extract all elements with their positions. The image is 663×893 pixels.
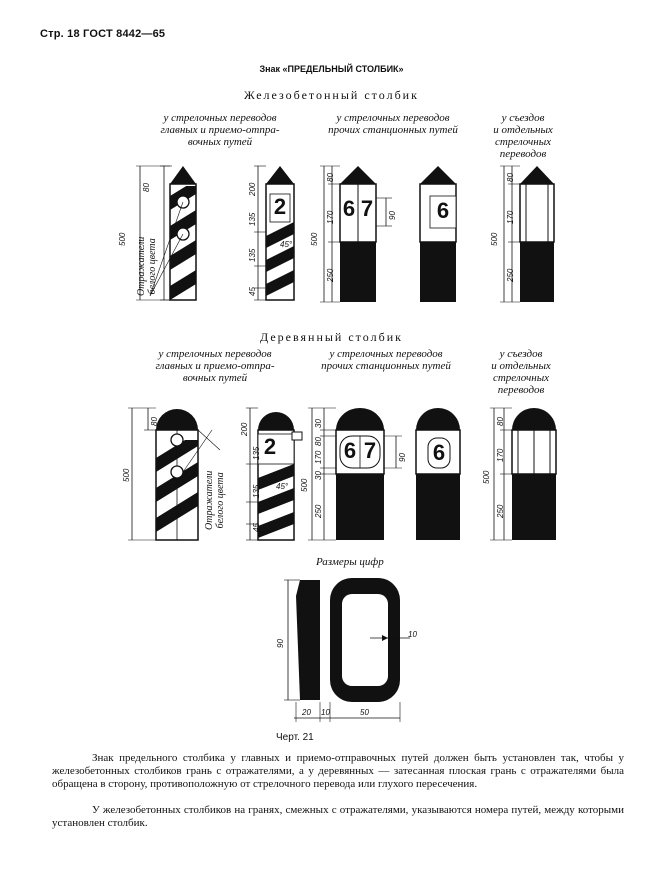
wood-dim-80-b: 80: [314, 437, 323, 446]
wood-dim-250-c: 250: [496, 504, 505, 518]
wood-dim-90: 90: [398, 453, 407, 462]
dim-250: 250: [326, 268, 335, 282]
digit-dim-50: 50: [360, 708, 369, 717]
track-number-2: 2: [273, 194, 287, 219]
wood-post-number-side: [246, 408, 302, 540]
track-number-6-single: 6: [436, 198, 450, 223]
wood-dim-80: 80: [150, 417, 159, 426]
dim-135a: 135: [248, 212, 257, 226]
wood-dim-500-c: 500: [482, 470, 491, 484]
page-header: Стр. 18 ГОСТ 8442—65: [40, 28, 166, 40]
dim-170-c: 170: [506, 210, 515, 224]
dim-80-b: 80: [326, 173, 335, 182]
wood-dim-30b: 30: [314, 471, 323, 480]
paragraph-1: Знак предельного столбика у главных и приемо-отправочных путей должен быть установлен так, чтобы у железобетонных столбиков грань с отражателями, а у деревянных — затесанная плоская грань с отражателями была обращена в сторону, противоположную от стрелочного перевода или глухого пересечения.: [52, 752, 624, 790]
wood-post-single-number: [416, 408, 460, 540]
wood-dim-135a: 135: [252, 446, 261, 460]
wood-dim-500: 500: [122, 468, 131, 482]
wood-dim-170-c: 170: [496, 448, 505, 462]
wood-dim-angle: 45°: [276, 482, 289, 491]
wood-dim-500-b: 500: [300, 478, 309, 492]
caption-main-tracks-wood: у стрелочных переводов главных и приемо-отпра- вочных путей: [155, 348, 275, 384]
caption-station-tracks: у стрелочных переводов прочих станционных путей: [328, 112, 458, 136]
concrete-post-single-number: [420, 166, 456, 302]
dim-angle: 45°: [280, 240, 293, 249]
wood-dim-30a: 30: [314, 419, 323, 428]
dim-170: 170: [326, 210, 335, 224]
track-number-7: 7: [360, 196, 374, 221]
digit-dim-10: 10: [408, 630, 417, 639]
section-title-concrete: Железобетонный столбик: [244, 88, 419, 102]
paragraph-2: У железобетонных столбиков на гранях, смежных с отражателями, указываются номера путей, между которыми установлен столбик.: [52, 804, 624, 829]
figure-caption: Черт. 21: [276, 732, 314, 743]
dim-80: 80: [142, 183, 151, 192]
wood-track-number-6-single: 6: [432, 440, 446, 465]
wood-dim-135b: 135: [252, 484, 261, 498]
dim-80-c: 80: [506, 173, 515, 182]
dim-500-c: 500: [490, 232, 499, 246]
wood-dim-200: 200: [240, 422, 249, 436]
dim-45: 45: [248, 287, 257, 296]
dim-500-b: 500: [310, 232, 319, 246]
wood-dim-80-c: 80: [496, 417, 505, 426]
reflector-label-wood: Отражатели белого цвета: [204, 470, 226, 530]
concrete-post-number-side: [254, 166, 294, 300]
digit-sizes-title: Размеры цифр: [316, 556, 384, 568]
wood-track-number-6: 6: [343, 438, 357, 463]
wood-dim-45: 45: [252, 523, 261, 532]
digit-dim-90: 90: [276, 639, 285, 648]
digit-size-figure: [284, 578, 410, 722]
wood-dim-170-b: 170: [314, 450, 323, 464]
reflector-label-concrete: Отражатели белого цвета: [136, 236, 158, 296]
dim-90: 90: [388, 211, 397, 220]
caption-station-tracks-wood: у стрелочных переводов прочих станционных путей: [321, 348, 451, 372]
dim-250-c: 250: [506, 268, 515, 282]
wood-track-number-2: 2: [263, 434, 277, 459]
digit-dim-10-b: 10: [321, 708, 330, 717]
caption-crossovers: у съездов и отдельных стрелочных переводов: [493, 112, 553, 160]
digit-dim-20: 20: [302, 708, 311, 717]
dim-200: 200: [248, 182, 257, 196]
section-title-wood: Деревянный столбик: [260, 330, 403, 344]
dim-135b: 135: [248, 248, 257, 262]
document-title: Знак «ПРЕДЕЛЬНЫЙ СТОЛБИК»: [259, 64, 404, 74]
wood-dim-250-b: 250: [314, 504, 323, 518]
caption-main-tracks: у стрелочных переводов главных и приемо-отпра- вочных путей: [160, 112, 280, 148]
dim-500: 500: [118, 232, 127, 246]
track-number-6: 6: [342, 196, 356, 221]
wood-post-crossovers: [490, 408, 556, 540]
wood-track-number-7: 7: [363, 438, 377, 463]
caption-crossovers-wood: у съездов и отдельных стрелочных переводов: [491, 348, 551, 396]
